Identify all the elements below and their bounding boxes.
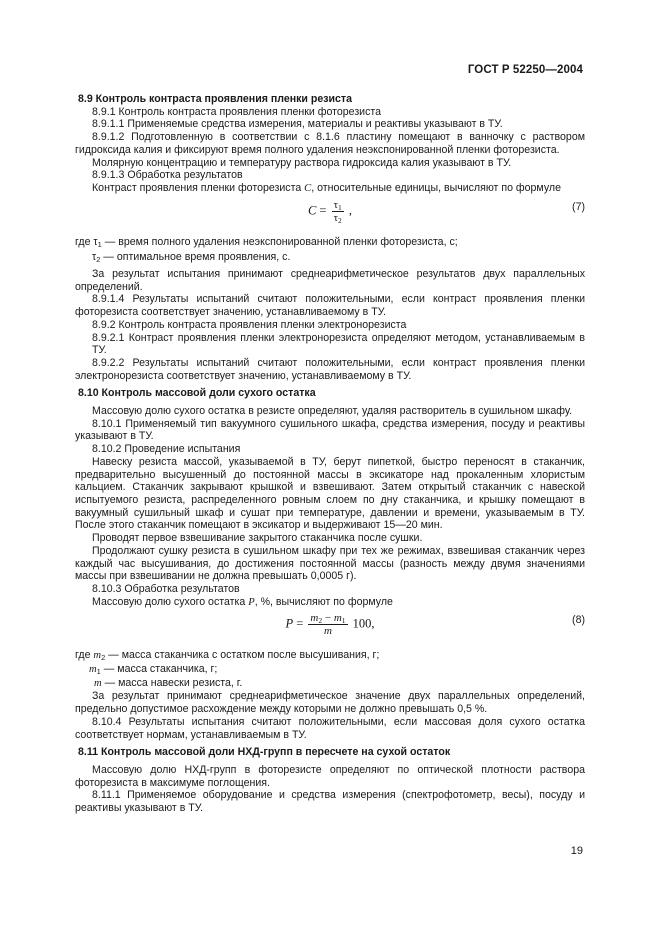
paragraph: 8.9.1.2 Подготовленную в соответствии с 8.1.6 пластину помещают в ванночку с раствором гидроксида калия и фиксируют время полного удаления неэкспонированной пленки фоторезиста. bbox=[75, 131, 585, 156]
where-line: где $m_2$ — масса стаканчика с остатком после высушивания, г; bbox=[75, 649, 380, 663]
fraction: $\frac{\tau_1}{\tau_2}$ bbox=[333, 198, 342, 225]
paragraph: 8.9.1.3 Обработка результатов bbox=[92, 169, 243, 182]
paragraph: 8.9.1.4 Результаты испытаний считают положительными, если контраст проявления пленки фоторезиста соответствует значению, устанавливаемому в ТУ. bbox=[75, 293, 585, 319]
page-number: 19 bbox=[570, 845, 583, 857]
paragraph: 8.9.2 Контроль контраста проявления пленки электронорезиста bbox=[92, 318, 407, 331]
paragraph: 8.9.2.1 Контраст проявления пленки электронорезиста определяют методом, устанавливаемым в ТУ. bbox=[92, 331, 585, 357]
paragraph: Массовую долю сухого остатка в резисте определяют, удаляя растворитель в сушильном шкафу. bbox=[92, 405, 573, 418]
formula-expression: C = $\frac{\tau_1}{\tau_2}$ , bbox=[307, 198, 353, 225]
formula-expression: P = $\frac{m_2 - m_1}{m}$ 100, bbox=[285, 612, 375, 638]
equation-number: (8) bbox=[572, 614, 585, 627]
paragraph: 8.9.1.1 Применяемые средства измерения, материалы и реактивы указывают в ТУ. bbox=[92, 118, 503, 131]
paragraph: 8.9.2.2 Результаты испытаний считают положительными, если контраст проявления пленки электронорезиста соответствует значению, устанавливаемому в ТУ. bbox=[75, 356, 585, 382]
paragraph: Молярную концентрацию и температуру раствора гидроксида калия указывают в ТУ. bbox=[92, 156, 512, 169]
formula-7 bbox=[75, 199, 585, 233]
paragraph: Навеску резиста массой, указываемой в ТУ, берут пипеткой, быстро переносят в стаканчик, предварительно высушенный до постоянной массы в эксикаторе над прокаленным хлористым кальцием. Стаканчик закрывают крышкой и взвешивают. Затем открытый стаканчик с навеской испытуемого резиста, распределенного ровным слоем по дну стаканчика, и крышку помещают в вакуумный сушильный шкаф и сушат при температуре, давлении и времени, указываемым в ТУ. После этого стаканчик помещают в эксикатор и выдерживают 15—20 мин. bbox=[75, 455, 585, 532]
where-line: $m_1$ — масса стаканчика, г; bbox=[89, 663, 218, 677]
paragraph: Массовую долю сухого остатка P, %, вычисляют по формуле bbox=[92, 595, 393, 608]
where-line: m — масса навески резиста, г. bbox=[94, 676, 243, 689]
section-8-9-title: 8.9 Контроль контраста проявления пленки резиста bbox=[78, 93, 352, 105]
where-line: где $\tau_1$ — время полного удаления неэкспонированной пленки фоторезиста, с; bbox=[75, 235, 458, 249]
paragraph: 8.10.3 Обработка результатов bbox=[92, 582, 240, 595]
paragraph: За результат испытания принимают среднеарифметическое результатов двух параллельных определений. bbox=[75, 268, 585, 293]
paragraph: Проводят первое взвешивание закрытого стаканчика после сушки. bbox=[92, 532, 423, 545]
paragraph: Продолжают сушку резиста в сушильном шкафу при тех же режимах, взвешивая стаканчик через каждый час высушивания, до достижения постоянной массы (разность между двумя значениями массы при взвешивании не должна превышать 0,0005 г). bbox=[75, 544, 585, 583]
paragraph: Контраст проявления пленки фоторезиста C, относительные единицы, вычисляют по формуле bbox=[92, 181, 561, 194]
paragraph: 8.10.2 Проведение испытания bbox=[92, 443, 241, 456]
formula-8 bbox=[75, 612, 585, 646]
paragraph: Массовую долю НХД-групп в фоторезисте определяют по оптической плотности раствора фоторезиста в максимуме поглощения. bbox=[75, 763, 585, 789]
paragraph: За результат принимают среднеарифметическое значение двух параллельных определений, предельно допустимое расхождение между которыми не должно превышать 0,5 %. bbox=[75, 690, 585, 716]
section-8-11-title: 8.11 Контроль массовой доли НХД-групп в пересчете на сухой остаток bbox=[78, 746, 451, 759]
paragraph: 8.10.4 Результаты испытания считают положительными, если массовая доля сухого остатка соответствует нормам, устанавливаемым в ТУ. bbox=[75, 715, 585, 741]
section-8-10-title: 8.10 Контроль массовой доли сухого остатка bbox=[78, 387, 316, 400]
fraction: $\frac{m_2 - m_1}{m}$ bbox=[310, 612, 346, 638]
paragraph: 8.11.1 Применяемое оборудование и средства измерения (спектрофотометр, весы), посуду и реактивы указывают в ТУ. bbox=[75, 789, 585, 815]
paragraph: 8.10.1 Применяемый тип вакуумного сушильного шкафа, средства измерения, посуду и реактивы указывают в ТУ. bbox=[75, 417, 585, 443]
variable-c: C bbox=[304, 182, 312, 194]
document-code: ГОСТ Р 52250—2004 bbox=[467, 64, 583, 76]
variable-p: P bbox=[248, 596, 255, 608]
where-line: $\tau_2$ — оптимальное время проявления, с. bbox=[92, 251, 291, 265]
equation-number: (7) bbox=[572, 200, 585, 213]
document-body bbox=[75, 93, 585, 815]
paragraph: 8.9.1 Контроль контраста проявления пленки фоторезиста bbox=[92, 105, 382, 118]
